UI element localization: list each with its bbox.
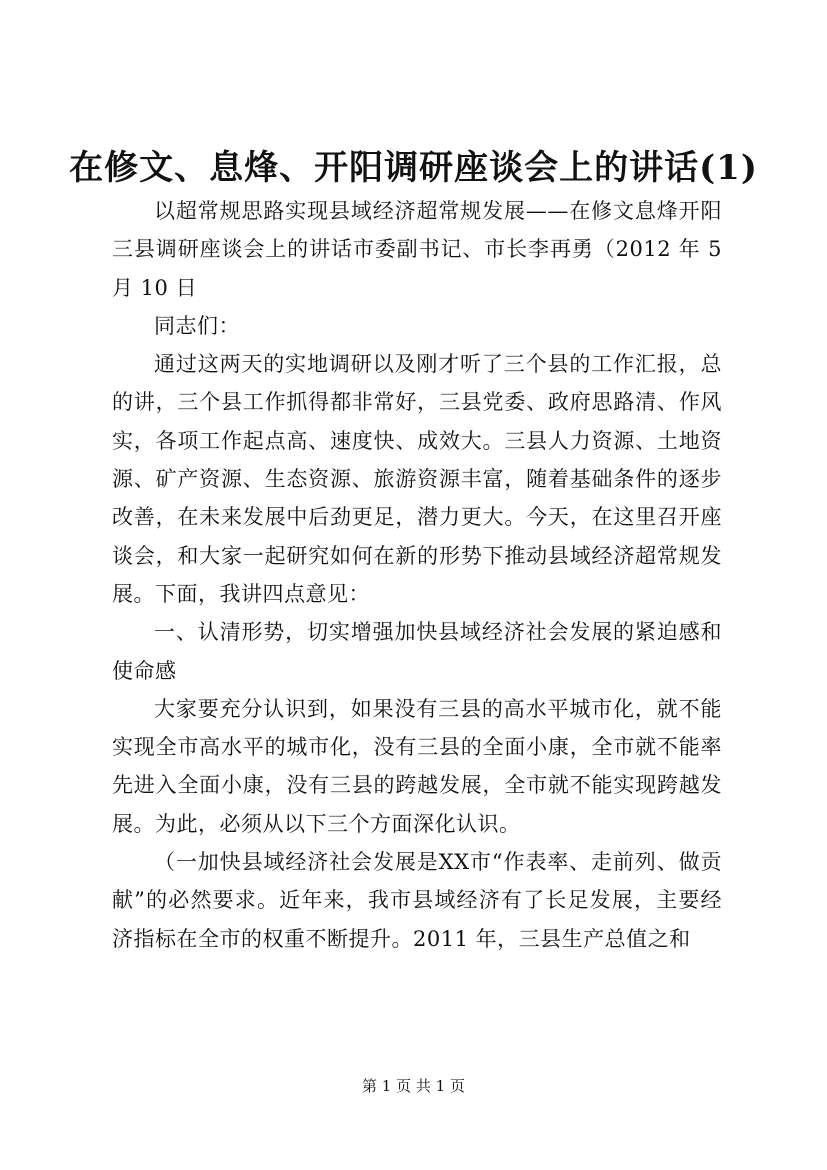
speech-subtitle-paragraph: 以超常规思路实现县域经济超常规发展——在修文息烽开阳三县调研座谈会上的讲话市委副书记、市长李再勇（2012 年 5 月 10 日: [112, 199, 722, 300]
document-title: 在修文、息烽、开阳调研座谈会上的讲话(1): [69, 148, 758, 188]
section-heading-paragraph: 一、认清形势，切实增强加快县域经济社会发展的紧迫感和使命感: [112, 620, 722, 683]
body-paragraph: 大家要充分认识到，如果没有三县的高水平城市化，就不能实现全市高水平的城市化，没有三县的全面小康，全市就不能率先进入全面小康，没有三县的跨越发展，全市就不能实现跨越发展。为此，必须从以下三个方面深化认识。: [112, 696, 722, 836]
opening-paragraph: 通过这两天的实地调研以及刚才听了三个县的工作汇报，总的讲，三个县工作抓得都非常好，三县党委、政府思路清、作风实，各项工作起点高、速度快、成效大。三县人力资源、土地资源、矿产资源、生态资源、旅游资源丰富，随着基础条件的逐步改善，在未来发展中后劲更足，潜力更大。今天，在这里召开座谈会，和大家一起研究如何在新的形势下推动县域经济超常规发展。下面，我讲四点意见：: [112, 352, 722, 606]
salutation-paragraph: 同志们：: [154, 313, 240, 338]
body-paragraph: （一加快县域经济社会发展是XX市“作表率、走前列、做贡献”的必然要求。近年来，我市县域经济有了长足发展，主要经济指标在全市的权重不断提升。2011 年，三县生产总值之和: [112, 850, 722, 951]
document-body: [112, 192, 722, 958]
page-footer: 第 1 页 共 1 页: [362, 1077, 465, 1095]
